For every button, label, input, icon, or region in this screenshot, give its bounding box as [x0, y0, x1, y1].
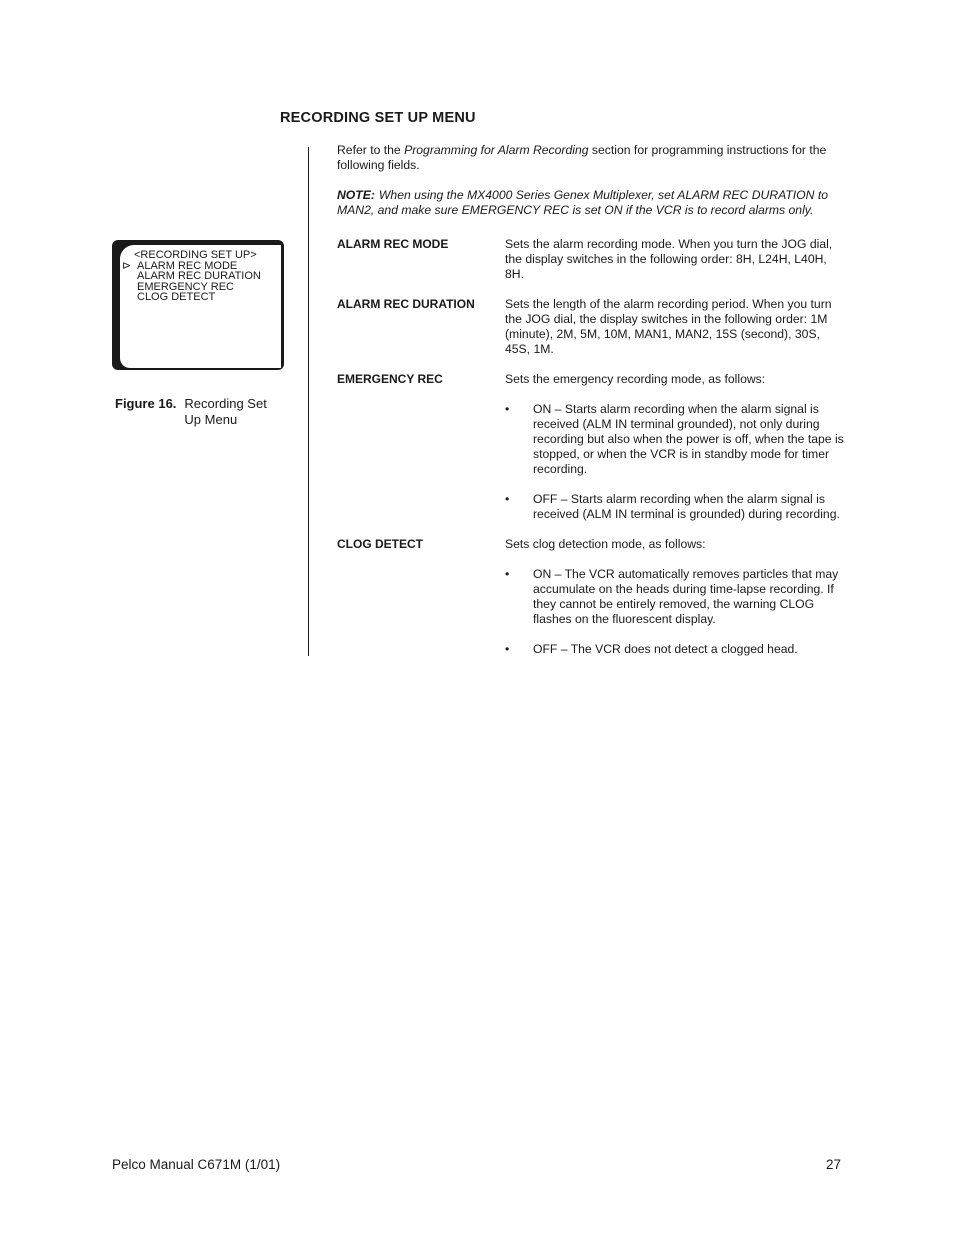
field-definitions [337, 237, 847, 672]
footer-manual: Pelco Manual C671M (1/01) [112, 1157, 281, 1172]
note-text: When using the MX4000 Series Genex Multiplexer, set ALARM REC DURATION to MAN2, and make sure EMERGENCY REC is set ON if the VCR is to record alarms only. [337, 188, 829, 217]
field-term: CLOG DETECT [337, 537, 423, 551]
screen-item: CLOG DETECT [137, 291, 216, 303]
menu-screen-figure [112, 240, 284, 370]
intro-before: Refer to the [337, 143, 405, 157]
section-title: RECORDING SET UP MENU [280, 110, 476, 126]
bullet-item [505, 402, 847, 477]
bullet-list [505, 567, 847, 657]
bullet-icon: • [505, 567, 510, 581]
field-row [337, 297, 847, 357]
intro-paragraph [337, 143, 847, 173]
screen-item: EMERGENCY REC [137, 280, 234, 293]
field-description-text: Sets the alarm recording mode. When you turn the JOG dial, the display switches in the following order: 8H, L24H, L40H, 8H. [505, 237, 833, 281]
figure-caption [115, 396, 279, 428]
screen-header: <RECORDING SET UP> [134, 249, 257, 261]
bullet-item [505, 492, 847, 522]
bullet-text: ON – Starts alarm recording when the alarm signal is received (ALM IN terminal grounded), not only during recording but also when the power is off, when the tape is stopped, or when the VCR is in standby mode for timer recording. [533, 402, 844, 476]
bullet-list [505, 402, 847, 522]
field-row [337, 372, 847, 522]
field-description [505, 537, 847, 657]
field-description [505, 297, 847, 357]
intro-emphasis: Programming for Alarm Recording [404, 143, 589, 157]
field-row [337, 537, 847, 657]
vertical-rule [308, 147, 309, 656]
note-label: NOTE: [337, 188, 375, 202]
field-term: ALARM REC MODE [337, 237, 449, 251]
figure-label: Figure 16. [115, 396, 177, 411]
screen-item: ALARM REC DURATION [137, 270, 261, 282]
bullet-text: ON – The VCR automatically removes particles that may accumulate on the heads during time-lapse recording. If they cannot be entirely removed, the warning CLOG flashes on the fluorescent display. [533, 567, 839, 626]
cursor-arrow-icon: ⊳ [122, 259, 132, 272]
field-description-text: Sets the length of the alarm recording period. When you turn the JOG dial, the display switches in the following order: 1M (minute), 2M, 5M, 10M, MAN1, MAN2, 15S (second), 30S, 45S, 1M. [505, 297, 832, 356]
bullet-item [505, 642, 847, 657]
bullet-icon: • [505, 402, 510, 416]
note-paragraph [337, 188, 852, 218]
field-description [505, 372, 847, 522]
bullet-text: OFF – Starts alarm recording when the alarm signal is received (ALM IN terminal is grounded) during recording. [533, 492, 840, 521]
screen-display [120, 245, 281, 368]
figure-caption-text: Recording Set Up Menu [184, 396, 267, 427]
screen-lines [120, 250, 281, 303]
bullet-icon: • [505, 642, 510, 656]
bullet-text: OFF – The VCR does not detect a clogged head. [533, 642, 798, 656]
field-row [337, 237, 847, 282]
field-term: EMERGENCY REC [337, 372, 443, 386]
field-description [505, 237, 847, 282]
field-term: ALARM REC DURATION [337, 297, 475, 311]
field-description-text: Sets the emergency recording mode, as follows: [505, 372, 766, 386]
bullet-icon: • [505, 492, 510, 506]
footer-page-number: 27 [826, 1157, 842, 1172]
screen-item-label: ALARM REC MODE [137, 259, 238, 272]
field-description-text: Sets clog detection mode, as follows: [505, 537, 706, 551]
intro-after: section for programming instructions for the following fields. [337, 143, 827, 172]
bullet-item [505, 567, 847, 627]
